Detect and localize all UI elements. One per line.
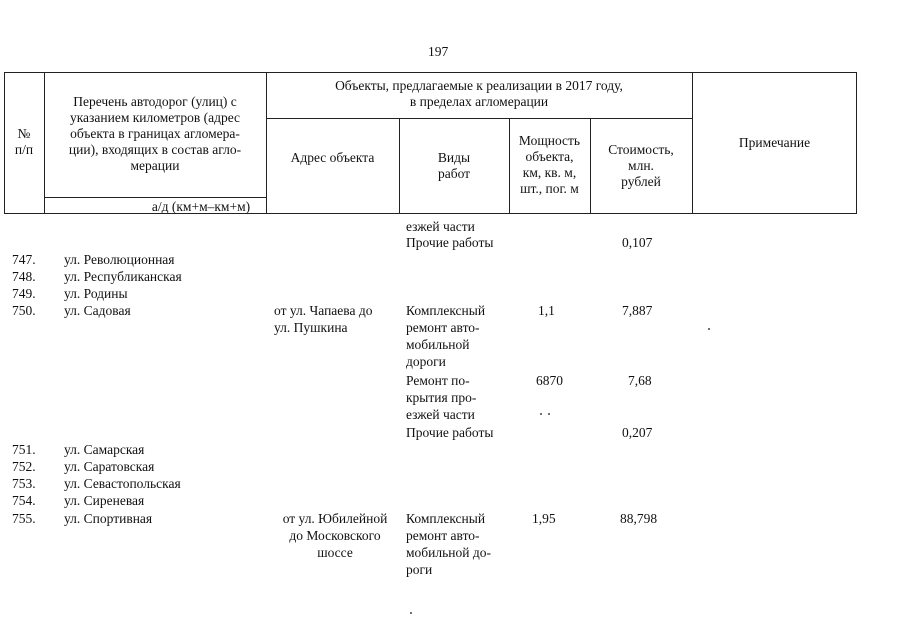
work-type: Комплексный ремонт авто- мобильной дороги (406, 303, 486, 369)
work-type: Комплексный ремонт авто- мобильной до- роги (406, 511, 491, 577)
row-number: 752. (12, 459, 36, 474)
work-cost: 7,68 (628, 373, 652, 388)
work-cost: 7,887 (622, 303, 653, 318)
header-roads-sub: а/д (км+м–км+м) (151, 199, 251, 214)
row-number: 748. (12, 269, 36, 284)
page-number: 197 (428, 44, 449, 59)
header-objects-group: Объекты, предлагаемые к реализации в 2017 году, в пределах агломерации (335, 78, 623, 109)
work-capacity: 1,1 (538, 303, 555, 318)
continuation-cost: 0,107 (622, 235, 653, 250)
header-works: Виды работ (437, 150, 471, 181)
header-cost: Стоимость, млн. рублей (608, 142, 674, 189)
header-note: Примечание (738, 135, 811, 150)
row-number: 751. (12, 442, 36, 457)
work-type: Ремонт по- крытия про- езжей части (406, 373, 477, 422)
object-address: от ул. Юбилейной до Московского шоссе (282, 511, 388, 560)
row-name: ул. Республиканская (64, 269, 182, 284)
row-number: 753. (12, 476, 36, 491)
scan-speck (548, 413, 550, 415)
continuation-work-tail: езжей части (406, 219, 475, 234)
row-number: 755. (12, 511, 36, 526)
divider (44, 197, 266, 198)
row-number: 754. (12, 493, 36, 508)
object-address: от ул. Чапаева до ул. Пушкина (274, 303, 373, 335)
header-address: Адрес объекта (290, 150, 375, 165)
row-name: ул. Революционная (64, 252, 175, 267)
work-capacity: 1,95 (532, 511, 556, 526)
scan-speck (410, 612, 412, 614)
row-name: ул. Сиреневая (64, 493, 145, 508)
row-name: ул. Родины (64, 286, 128, 301)
row-name: ул. Спортивная (64, 511, 153, 526)
row-number: 747. (12, 252, 36, 267)
work-type: Прочие работы (406, 425, 494, 440)
header-roads: Перечень автодорог (улиц) с указанием километров (адрес объекта в границах агломера- ции), входящих в состав агло- мерации (68, 94, 242, 173)
scan-speck (540, 413, 542, 415)
row-number: 749. (12, 286, 36, 301)
header-capacity: Мощность объекта, км, кв. м, шт., пог. м (518, 133, 581, 196)
work-capacity: 6870 (536, 373, 563, 388)
divider (266, 118, 692, 119)
row-name: ул. Саратовская (64, 459, 155, 474)
scan-speck (708, 328, 710, 330)
continuation-work: Прочие работы (406, 235, 494, 250)
work-cost: 88,798 (620, 511, 658, 526)
row-number: 750. (12, 303, 36, 318)
row-name: ул. Садовая (64, 303, 131, 318)
header-num: № п/п (14, 126, 34, 157)
row-name: ул. Севастопольская (64, 476, 181, 491)
work-cost: 0,207 (622, 425, 653, 440)
row-name: ул. Самарская (64, 442, 145, 457)
